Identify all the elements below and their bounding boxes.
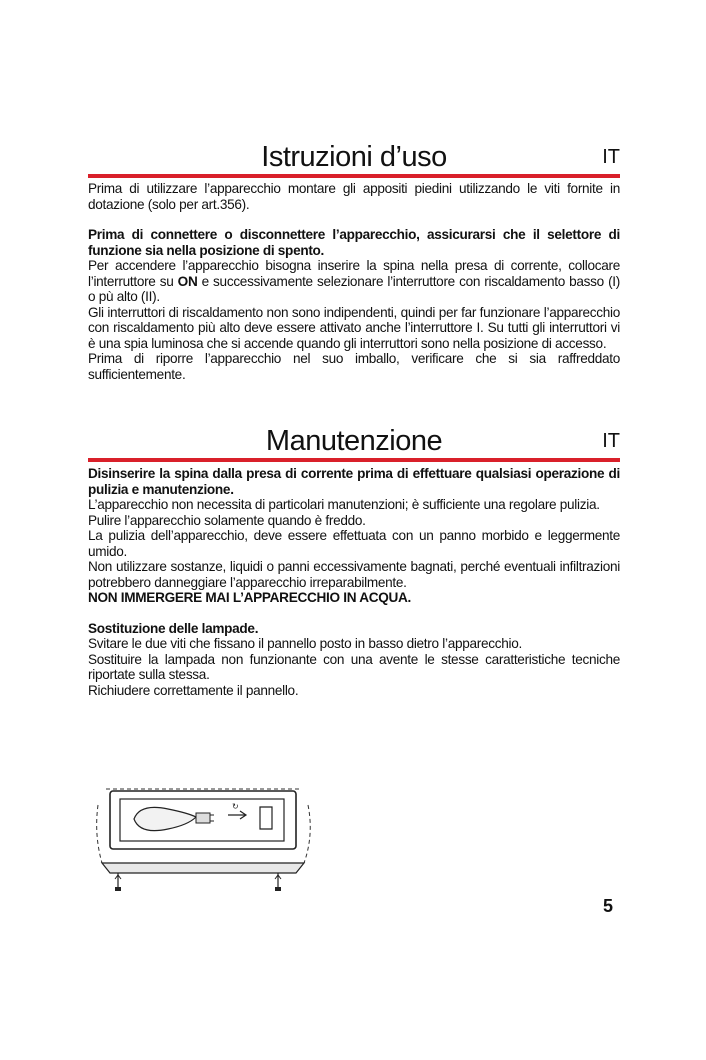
paragraph-warning: Prima di connettere o disconnettere l’apparecchio, assicurarsi che il selettore di funzione sia nella posizione di spento. bbox=[88, 227, 620, 258]
paragraph: La pulizia dell’apparecchio, deve essere effettuata con un panno morbido e leggermente umido. bbox=[88, 528, 620, 559]
paragraph: Gli interruttori di riscaldamento non sono indipendenti, quindi per far funzionare l’apparecchio con riscaldamento più alto deve essere attivato anche l’interruttore I. Su tutti gli interruttori vi è una spia luminosa che si accende quando gli interruttori sono nella posizione di accesso. bbox=[88, 304, 620, 351]
paragraph: Prima di riporre l’apparecchio nel suo imballo, verificare che si sia raffreddato sufficientemente. bbox=[88, 351, 620, 382]
arrow-icon bbox=[228, 811, 246, 819]
on-label: ON bbox=[177, 273, 198, 289]
lamp-socket bbox=[260, 807, 272, 829]
paragraph: Prima di utilizzare l’apparecchio montare gli appositi piedini utilizzando le viti fornite in dotazione (solo per art.356). bbox=[88, 181, 620, 212]
section-title: Istruzioni d’uso bbox=[261, 141, 447, 173]
text-run: Per accendere l’apparecchio bisogna inserire la spina nella presa di corrente, collocare l’interruttore su bbox=[88, 258, 620, 289]
section-body-manutenzione bbox=[88, 466, 620, 698]
lamp-bulb-icon bbox=[134, 807, 196, 830]
housing-outline bbox=[97, 805, 102, 863]
lamp-replacement-illustration bbox=[88, 785, 318, 895]
paragraph-warning-caps: NON IMMERGERE MAI L’APPARECCHIO IN ACQUA. bbox=[88, 590, 412, 605]
section-heading-istruzioni bbox=[88, 140, 620, 174]
paragraph: Pulire l’apparecchio solamente quando è freddo. bbox=[88, 512, 366, 528]
subheading-lamp-replacement: Sostituzione delle lampade. bbox=[88, 620, 259, 636]
paragraph bbox=[88, 258, 620, 305]
paragraph: Svitare le due viti che fissano il pannello posto in basso dietro l’apparecchio. bbox=[88, 636, 522, 651]
paragraph: L’apparecchio non necessita di particolari manutenzioni; è sufficiente una regolare pulizia. bbox=[88, 497, 600, 512]
paragraph: Richiudere correttamente il pannello. bbox=[88, 682, 299, 698]
housing-outline bbox=[304, 805, 310, 863]
page-number: 5 bbox=[603, 896, 614, 916]
svg-text:↻: ↻ bbox=[232, 802, 239, 811]
paragraph-warning: Disinserire la spina dalla presa di corrente prima di effettuare qualsiasi operazione di pulizia e manutenzione. bbox=[88, 466, 620, 497]
base-plate bbox=[102, 863, 304, 873]
section-heading-manutenzione bbox=[88, 424, 620, 458]
red-rule bbox=[88, 458, 620, 462]
screw-icon bbox=[115, 873, 121, 891]
red-rule bbox=[88, 174, 620, 178]
lamp-base bbox=[196, 813, 210, 823]
screw-icon bbox=[275, 873, 281, 891]
section-body-istruzioni bbox=[88, 181, 620, 382]
language-code: IT bbox=[602, 430, 620, 452]
paragraph: Non utilizzare sostanze, liquidi o panni eccessivamente bagnati, perché eventuali infiltrazioni potrebbero danneggiare l’apparecchio irreparabilmente. bbox=[88, 559, 620, 590]
section-title: Manutenzione bbox=[265, 425, 443, 457]
language-code: IT bbox=[602, 146, 620, 168]
text-run: e successivamente selezionare l’interruttore con riscaldamento basso (I) o pù alto (II). bbox=[88, 273, 621, 304]
paragraph: Sostituire la lampada non funzionante con una avente le stesse caratteristiche tecniche riportate sulla stessa. bbox=[88, 651, 620, 682]
